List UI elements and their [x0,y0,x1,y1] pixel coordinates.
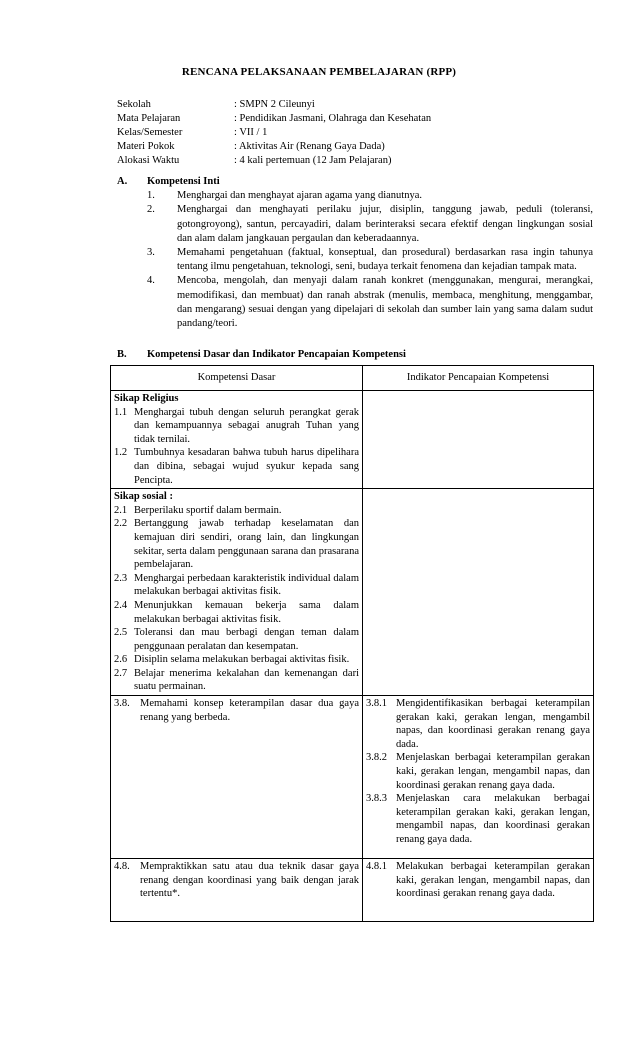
list-text: Menghargai perbedaan karakteristik individual dalam melakukan berbagai aktivitas fisik. [134,572,359,598]
identity-row [117,140,431,154]
list-text: Toleransi dan mau berbagi dengan teman dalam penggunaan peralatan dan kesempatan. [134,627,359,652]
identity-value: : Aktivitas Air (Renang Gaya Dada) [234,141,385,152]
list-item [114,697,359,724]
identity-row [117,98,431,112]
sosial-cell [111,489,363,696]
list-text: Memahami konsep keterampilan dasar dua gaya renang yang berbeda. [140,698,359,723]
list-item [114,572,359,599]
identity-value: : Pendidikan Jasmani, Olahraga dan Kesehatan [234,113,432,124]
list-text: Menunjukkan kemauan bekerja sama dalam melakukan berbagai aktivitas fisik. [134,599,359,625]
list-text: Memahami pengetahuan (faktual, konseptual, dan prosedural) berdasarkan rasa ingin tahunya tentang ilmu pengetahuan, teknologi, seni, budaya terkait fenomena dan kejadian tampak mata. [177,247,593,273]
list-text: Mempraktikkan satu atau dua teknik dasar gaya renang dengan koordinasi yang baik dengan jarak tertentu*. [140,861,359,900]
identity-label: Mata Pelajaran [117,113,181,124]
list-number: 3.8. [114,698,130,710]
list-item [114,626,359,653]
column-header-kompetensi-dasar: Kompetensi Dasar [111,366,363,391]
list-text: Berperilaku sportif dalam bermain. [134,504,282,516]
section-heading [117,175,593,189]
indicator-number: 3.8.2 [366,752,387,764]
list-item [114,667,359,694]
identity-row [117,126,431,140]
identity-row [117,154,431,168]
table-row [111,391,594,489]
indicator-number: 3.8.1 [366,698,387,710]
column-header-indikator: Indikator Pencapaian Kompetensi [363,366,594,391]
identity-value: : VII / 1 [234,127,268,138]
list-number: 1.1 [114,406,128,418]
section-heading [117,348,593,362]
indicator-text: Melakukan berbagai keterampilan gerakan kaki, gerakan lengan, mengambil napas, dan koordinasi gerakan renang gaya dada. [396,861,590,900]
list-text: Menghargai tubuh dengan seluruh perangkat gerak dan kemampuannya sebagai anugrah Tuhan yang tidak ternilai. [134,406,359,445]
identity-label: Materi Pokok [117,141,175,152]
list-item [117,274,593,331]
indicator-cell [363,696,594,859]
list-number: 2.7 [114,667,128,679]
table-header-row [111,366,594,391]
empty-cell [363,391,594,489]
identity-value: : 4 kali pertemuan (12 Jam Pelajaran) [234,155,392,166]
identity-table [117,98,431,168]
list-item [114,446,359,487]
list-item [114,504,359,518]
list-text: Menghargai dan menghayati perilaku jujur, disiplin, tanggung jawab, peduli (toleransi, gotongroyong), santun, percayadiri, dalam berinteraksi secara efektif dengan lingkungan sosial dan alam dalam jangkauan pergaulan dan keberadaannya. [177,204,593,244]
kd-cell [111,696,363,859]
section-kompetensi-inti [117,175,593,331]
list-item [117,246,593,274]
identity-label: Kelas/Semester [117,127,183,138]
section-title: Kompetensi Dasar dan Indikator Pencapaian Kompetensi [147,349,406,360]
list-text: Mencoba, mengolah, dan menyaji dalam ranah konkret (menggunakan, mengurai, merangkai, memodifikasi, dan membuat) dan ranah abstrak (menulis, membaca, menghitung, menggambar, dan mengarang) sesuai dengan yang dipelajari di sekolah dan sumber lain yang sama dalam sudut pandang/teori. [177,275,593,330]
list-number: 2. [147,204,155,216]
ki-list [117,189,593,331]
indicator-item [366,751,590,792]
indicator-number: 4.8.1 [366,861,387,873]
indicator-text: Menjelaskan cara melakukan berbagai keterampilan gerakan kaki, gerakan lengan, mengambil napas, dan koordinasi gerakan renang gaya dada. [396,793,590,845]
list-text: Disiplin selama melakukan berbagai aktivitas fisik. [134,654,350,666]
list-item [117,189,593,203]
indicator-number: 3.8.3 [366,793,387,805]
list-text: Belajar menerima kekalahan dan kemenangan dari suatu permainan. [134,667,359,693]
list-item [114,653,359,667]
kd-cell [111,859,363,922]
list-number: 3. [147,247,155,259]
section-kompetensi-dasar [117,348,593,362]
list-number: 1. [147,190,155,202]
group-title: Sikap Religius [114,393,179,404]
document-title: RENCANA PELAKSANAAN PEMBELAJARAN (RPP) [181,66,457,78]
section-letter: B. [117,349,127,360]
list-number: 2.3 [114,572,128,584]
table-row [111,489,594,696]
list-number: 2.4 [114,599,128,611]
indicator-item [366,697,590,751]
list-item [114,517,359,571]
indicator-text: Menjelaskan berbagai keterampilan gerakan kaki, gerakan lengan, mengambil napas, dan koordinasi gerakan renang gaya dada. [396,752,590,791]
section-letter: A. [117,176,128,187]
table-row [111,859,594,922]
identity-label: Alokasi Waktu [117,155,180,166]
list-number: 4.8. [114,861,130,873]
list-text: Bertanggung jawab terhadap keselamatan dan kemajuan diri sendiri, orang lain, dan lingkungan sekitar, serta dalam penggunaan sarana dan prasarana pembelajaran. [134,518,359,571]
list-number: 2.1 [114,504,128,516]
list-item [117,203,593,246]
indicator-item [366,792,590,846]
list-number: 4. [147,275,155,287]
list-number: 2.6 [114,654,128,666]
list-number: 2.2 [114,518,128,530]
list-item [114,599,359,626]
list-item [114,406,359,447]
identity-value: : SMPN 2 Cileunyi [234,99,315,110]
list-text: Tumbuhnya kesadaran bahwa tubuh harus dipelihara dan dibina, sebagai wujud syukur kepada sang Pencipta. [134,447,359,486]
religius-cell [111,391,363,489]
list-number: 1.2 [114,447,128,459]
identity-row [117,112,431,126]
competency-table [110,365,594,922]
empty-cell [363,489,594,696]
list-number: 2.5 [114,627,128,639]
section-title: Kompetensi Inti [147,176,220,187]
indicator-item [366,860,590,901]
list-text: Menghargai dan menghayat ajaran agama yang dianutnya. [177,190,423,202]
indicator-text: Mengidentifikasikan berbagai keterampilan gerakan kaki, gerakan lengan, mengambil napas, dan koordinasi gerakan renang gaya dada. [396,698,590,750]
identity-label: Sekolah [117,99,151,110]
list-item [114,860,359,901]
table-row [111,696,594,859]
group-title: Sikap sosial : [114,491,173,503]
indicator-cell [363,859,594,922]
